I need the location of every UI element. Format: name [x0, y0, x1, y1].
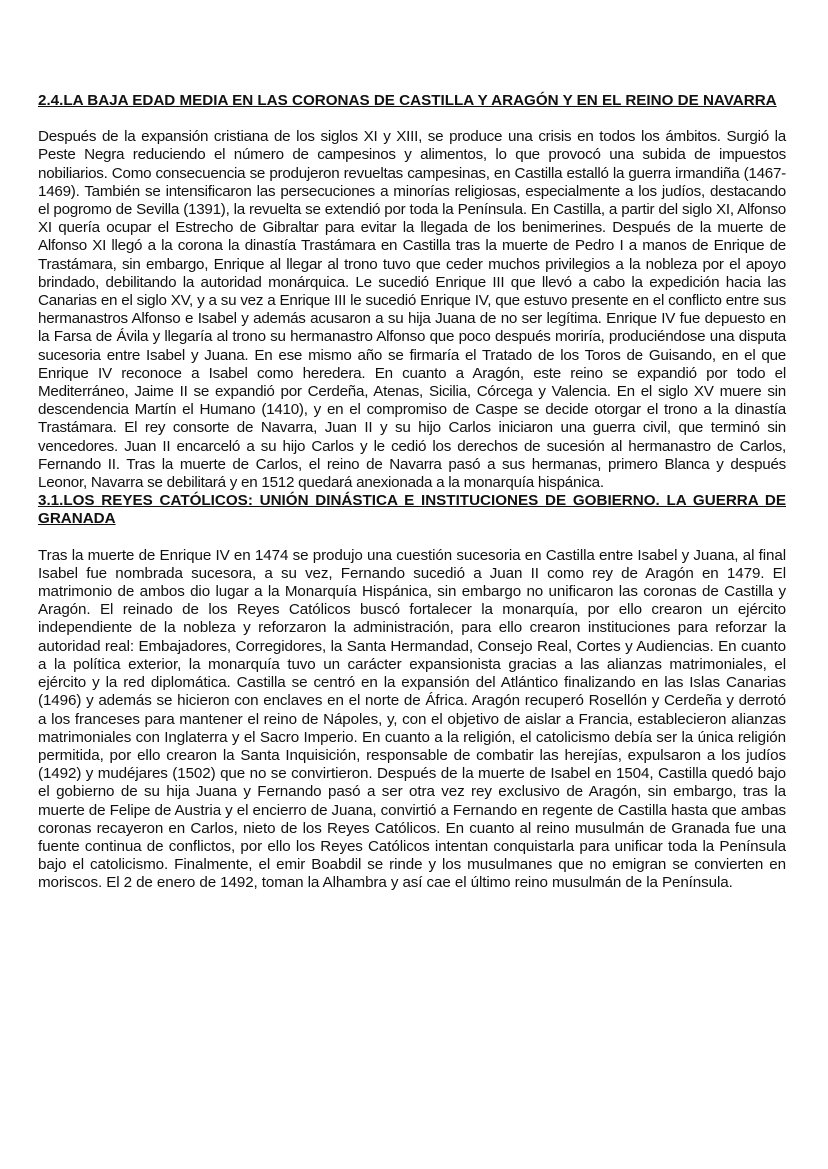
spacer	[38, 110, 786, 128]
section-baja-edad-media	[38, 92, 786, 492]
section-paragraph: Después de la expansión cristiana de los siglos XI y XIII, se produce una crisis en todos los ámbitos. Surgió la Peste Negra reduciendo el número de campesinos y alimentos, lo que provocó una subida de impuestos nobiliarios. Como consecuencia se produjeron revueltas campesinas, en Castilla estalló la guerra irmandiña (1467-1469). También se intensificaron las persecuciones a minorías religiosas, especialmente a los judíos, destacando el pogromo de Sevilla (1391), la revuelta se extendió por toda la Península. En Castilla, a partir del siglo XI, Alfonso XI quería ocupar el Estrecho de Gibraltar para evitar la llegada de los benimerines. Después de la muerte de Alfonso XI llegó a la corona la dinastía Trastámara en Castilla tras la muerte de Pedro I a manos de Enrique de Trastámara, sin embargo, Enrique al llegar al trono tuvo que ceder muchos privilegios a la nobleza por el apoyo brindado, debilitando la autoridad monárquica. Le sucedió Enrique III que llevó a cabo la expedición hacia las Canarias en el siglo XV, y a su vez a Enrique III le sucedió Enrique IV, que estuvo presente en el conflicto entre sus hermanastros Alfonso e Isabel y además acusaron a su hija Juana de no ser legítima. Enrique IV fue depuesto en la Farsa de Ávila y llegaría al trono su hermanastro Alfonso que poco después moriría, produciéndose una disputa sucesoria entre Isabel y Juana. En ese mismo año se firmaría el Tratado de los Toros de Guisando, en el que Enrique IV reconoce a Isabel como heredera. En cuanto a Aragón, este reino se expandió por todo el Mediterráneo, Jaime II se expandió por Cerdeña, Atenas, Sicilia, Córcega y Valencia. En el siglo XV muere sin descendencia Martín el Humano (1410), y en el compromiso de Caspe se decide otorgar el trono a la dinastía Trastámara. El rey consorte de Navarra, Juan II y su hijo Carlos iniciaron una guerra civil, que terminó sin vencedores. Juan II encarceló a su hijo Carlos y le cedió los derechos de sucesión al hermanastro de Carlos, Fernando II. Tras la muerte de Carlos, el reino de Navarra pasó a sus hermanas, primero Blanca y después Leonor, Navarra se debilitará y en 1512 quedará anexionada a la monarquía hispánica.	[38, 128, 786, 492]
document-page	[38, 92, 786, 893]
section-heading: 2.4.LA BAJA EDAD MEDIA EN LAS CORONAS DE CASTILLA Y ARAGÓN Y EN EL REINO DE NAVARRA	[38, 92, 777, 109]
section-reyes-catolicos	[38, 492, 786, 892]
spacer	[38, 529, 786, 547]
section-heading: 3.1.LOS REYES CATÓLICOS: UNIÓN DINÁSTICA E INSTITUCIONES DE GOBIERNO. LA GUERRA DE GRANADA	[38, 492, 786, 528]
section-paragraph: Tras la muerte de Enrique IV en 1474 se produjo una cuestión sucesoria en Castilla entre Isabel y Juana, al final Isabel fue nombrada sucesora, a su vez, Fernando sucedió a Juan II como rey de Aragón en 1479. El matrimonio de ambos dio lugar a la Monarquía Hispánica, sin embargo no unificaron las coronas de Castilla y Aragón. El reinado de los Reyes Católicos buscó fortalecer la monarquía, por ello crearon un ejército independiente de la nobleza y reforzaron la administración, para ello crearon instituciones para reforzar la autoridad real: Embajadores, Corregidores, la Santa Hermandad, Consejo Real, Cortes y Audiencias. En cuanto a la política exterior, la monarquía tuvo un carácter expansionista gracias a las alianzas matrimoniales, el ejército y la red diplomática. Castilla se centró en la expansión del Atlántico finalizando en las Islas Canarias (1496) y además se hicieron con enclaves en el norte de África. Aragón recuperó Rosellón y Cerdeña y derrotó a los franceses para mantener el reino de Nápoles, y, con el objetivo de aislar a Francia, establecieron alianzas matrimoniales con Inglaterra y el Sacro Imperio. En cuanto a la religión, el catolicismo debía ser la única religión permitida, por ello crearon la Santa Inquisición, responsable de combatir las herejías, expulsaron a los judíos (1492) y mudéjares (1502) que no se convirtieron. Después de la muerte de Isabel en 1504, Castilla quedó bajo el gobierno de su hija Juana y Fernando pasó a ser otra vez rey exclusivo de Aragón, sin embargo, tras la muerte de Felipe de Austria y el encierro de Juana, convirtió a Fernando en regente de Castilla hasta que ambas coronas recayeron en Carlos, nieto de los Reyes Católicos. En cuanto al reino musulmán de Granada fue una fuente continua de conflictos, por ello los Reyes Católicos intentan conquistarla para unificar toda la Península bajo el catolicismo. Finalmente, el emir Boabdil se rinde y los musulmanes que no emigran se convierten en moriscos. El 2 de enero de 1492, toman la Alhambra y así cae el último reino musulmán de la Península.	[38, 546, 786, 892]
